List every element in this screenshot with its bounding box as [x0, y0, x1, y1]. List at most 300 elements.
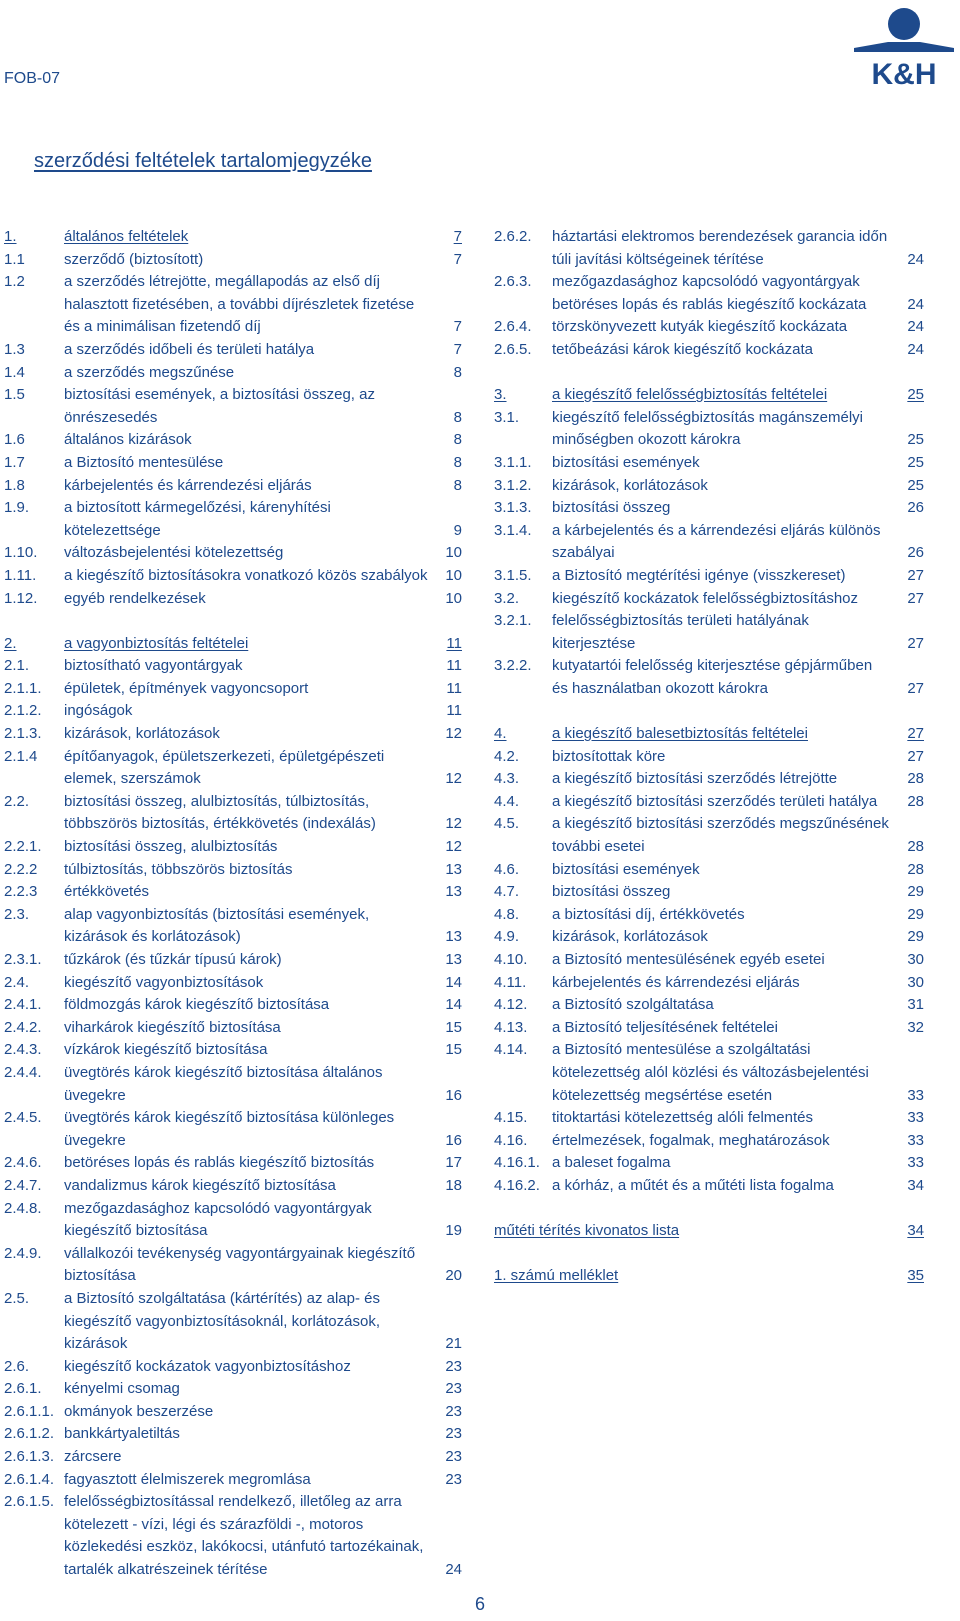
toc-entry-number: 3.1.5. [494, 566, 532, 584]
toc-entry-page: 7 [453, 340, 462, 358]
toc-entry-title: egyéb rendelkezések [64, 589, 206, 607]
toc-entry-page: 12 [445, 815, 462, 833]
toc-entry-number: 2.6.3. [494, 273, 532, 291]
toc-entry-page: 26 [907, 544, 924, 562]
toc-entry-page: 13 [445, 860, 462, 878]
toc-entry [494, 949, 924, 972]
toc-entry-title: kizárások, korlátozások [64, 725, 220, 743]
toc-entry-title: kutyatartói felelősség kiterjesztése gépjárműben és használatban okozott károkra [552, 657, 873, 697]
toc-entry-number: 2.4. [4, 973, 30, 991]
toc-entry-title: a biztosítási díj, értékkövetés [552, 905, 745, 923]
toc-entry-number: 3.2.1. [494, 612, 532, 630]
toc-entry-number: 2.3. [4, 905, 30, 923]
toc-entry-title: 1. számú melléklet [494, 1267, 619, 1285]
toc-entry [4, 1469, 462, 1492]
toc-entry-page: 25 [907, 453, 924, 471]
toc-entry-page: 25 [907, 386, 924, 404]
toc-entry [4, 1198, 462, 1243]
toc-entry-number: 2.6.1. [4, 1380, 42, 1398]
toc-entry-title: tetőbeázási károk kiegészítő kockázata [552, 340, 813, 358]
toc-entry-number: 2.4.1. [4, 996, 42, 1014]
toc-entry-page: 13 [445, 883, 462, 901]
page-number: 6 [474, 1594, 485, 1614]
toc-entry-number: 2. [4, 634, 17, 652]
toc-entry-number: 2.6.1.4. [4, 1470, 55, 1488]
toc-entry-page: 28 [907, 792, 924, 810]
toc-entry-page: 34 [907, 1176, 924, 1194]
toc-entry-page: 34 [907, 1222, 924, 1240]
toc-entry-page: 24 [445, 1561, 462, 1579]
toc-entry-title: a Biztosító mentesülése a szolgáltatási kötelezettség alól közlési és változásbejelentési kötelezettség megsértése esetén [552, 1041, 869, 1104]
toc-entry-page: 7 [453, 318, 462, 336]
toc-section-heading [494, 384, 924, 407]
toc-entry-number: 4. [494, 725, 507, 743]
toc-entry [4, 497, 462, 542]
toc-entry-title: a kiegészítő biztosítási szerződés megszűnésének további esetei [552, 815, 889, 856]
toc-entry-page: 19 [445, 1222, 462, 1240]
toc-entry-number: 1.11. [4, 566, 37, 584]
toc-entry [4, 1062, 462, 1107]
toc-entry-title: általános kizárások [64, 431, 192, 449]
toc-entry-page: 10 [445, 544, 462, 562]
toc-entry-number: 1.5 [4, 386, 25, 404]
toc-entry-number: 2.5. [4, 1289, 30, 1307]
toc-entry [494, 881, 924, 904]
toc-entry-page: 30 [907, 951, 924, 968]
toc-entry-title: a Biztosító mentesülésének egyéb esetei [552, 951, 825, 968]
toc-entry-title: a baleset fogalma [552, 1154, 671, 1172]
toc-entry [4, 678, 462, 701]
toc-entry-page: 28 [907, 838, 924, 856]
toc-entry-page: 33 [907, 1086, 924, 1104]
toc-entry-number: 1.3 [4, 340, 25, 358]
toc-entry-page: 7 [453, 228, 462, 245]
toc-entry-number: 1.6 [4, 431, 25, 449]
toc-section-heading [494, 1265, 924, 1288]
toc-entry-title: üvegtörés károk kiegészítő biztosítása különleges üvegekre [64, 1109, 395, 1149]
toc-entry [4, 881, 462, 904]
toc-entry-number: 1.2 [4, 273, 25, 291]
toc-entry-number: 4.16.1. [494, 1154, 540, 1172]
toc-entry-number: 1.8 [4, 476, 25, 494]
toc-entry-number: 4.16.2. [494, 1176, 540, 1194]
toc-entry-page: 8 [453, 453, 462, 471]
toc-entry-title: biztosítási összeg, alulbiztosítás [64, 838, 278, 856]
toc-entry-page: 14 [445, 996, 462, 1014]
toc-entry-number: 4.3. [494, 770, 520, 788]
toc-entry-title: általános feltételek [64, 228, 189, 245]
toc-entry-page: 15 [445, 1041, 462, 1059]
toc-entry-page: 11 [446, 634, 462, 652]
toc-entry-number: 4.14. [494, 1041, 528, 1059]
toc-entry-page: 32 [907, 1018, 924, 1036]
toc-entry-number: 3.1. [494, 408, 520, 426]
toc-entry-number: 1.10. [4, 544, 38, 562]
toc-entry-page: 8 [453, 363, 462, 381]
toc-entry-number: 2.6. [4, 1357, 30, 1375]
toc-entry-title: biztosítható vagyontárgyak [64, 657, 243, 675]
toc-entry-page: 16 [445, 1086, 462, 1104]
toc-entry [494, 926, 924, 949]
toc-entry-title: túlbiztosítás, többszörös biztosítás [64, 860, 293, 878]
toc-entry [494, 475, 924, 498]
toc-entry-page: 33 [907, 1154, 924, 1172]
toc-entry-title: bankkártyaletiltás [64, 1425, 180, 1443]
toc-entry-number: 3.2.2. [494, 657, 532, 675]
toc-entry-number: 4.9. [494, 928, 520, 946]
toc-entry-page: 13 [445, 951, 462, 968]
toc-entry [494, 1152, 924, 1175]
toc-entry-number: 4.8. [494, 905, 520, 923]
toc-entry [4, 791, 462, 836]
toc-entry-number: 3.1.3. [494, 499, 532, 517]
toc-entry [4, 452, 462, 475]
toc-entry-title: betöréses lopás és rablás kiegészítő biztosítás [64, 1154, 375, 1172]
toc-entry-number: 2.1.1. [4, 679, 42, 697]
toc-entry-number: 2.2.1. [4, 838, 42, 856]
toc-entry-page: 24 [907, 318, 924, 336]
toc-entry-title: a kiegészítő biztosításokra vonatkozó közös szabályok [64, 566, 428, 584]
toc-entry [4, 542, 462, 565]
toc-entry-title: építőanyagok, épületszerkezeti, épületgépészeti elemek, szerszámok [64, 747, 385, 788]
toc-entry [494, 1017, 924, 1040]
toc-entry-title: vállalkozói tevékenység vagyontárgyainak kiegészítő biztosítása [64, 1244, 416, 1285]
toc-entry-page: 28 [907, 860, 924, 878]
toc-entry-title: biztosítási összeg [552, 883, 671, 901]
toc-entry-title: tűzkárok (és tűzkár típusú károk) [64, 951, 282, 968]
toc-entry-page: 27 [907, 566, 924, 584]
toc-entry [4, 249, 462, 272]
toc-entry [494, 565, 924, 588]
toc-entry [494, 610, 924, 655]
toc-entry-title: földmozgás károk kiegészítő biztosítása [64, 996, 330, 1014]
toc-entry-number: 4.11. [494, 973, 527, 991]
toc-entry [4, 1152, 462, 1175]
toc-entry [4, 475, 462, 498]
toc-entry-number: 4.7. [494, 883, 520, 901]
toc-entry-page: 14 [445, 973, 462, 991]
toc-entry-title: viharkárok kiegészítő biztosítása [64, 1018, 281, 1036]
toc-entry [4, 746, 462, 791]
toc-entry-page: 8 [453, 476, 462, 494]
toc-entry-title: kiegészítő kockázatok felelősségbiztosításhoz [552, 589, 858, 607]
toc-entry [4, 700, 462, 723]
toc-entry-number: 1.7 [4, 453, 25, 471]
toc-entry-page: 27 [907, 679, 924, 697]
toc-entry-title: biztosítási összeg, alulbiztosítás, túlbiztosítás, többszörös biztosítás, értékkövetés (indexálás) [64, 792, 376, 833]
toc-entry-page: 12 [445, 725, 462, 743]
toc-entry-page: 18 [445, 1176, 462, 1194]
toc-entry-number: 2.6.2. [494, 228, 532, 245]
toc-entry [4, 271, 462, 339]
toc-entry-title: felelősségbiztosítással rendelkező, illetőleg az arra kötelezett - vízi, légi és szárazföldi -, motoros közlekedési eszköz, lakókocsi, utánfutó tartozékainak, tartalék alkatrészeinek térítése [64, 1493, 424, 1579]
toc-entry-number: 1. [4, 228, 17, 245]
toc-entry [494, 859, 924, 882]
toc-entry-number: 2.4.5. [4, 1109, 42, 1127]
toc-entry [4, 655, 462, 678]
toc-entry [4, 1378, 462, 1401]
toc-entry-title: szerződő (biztosított) [64, 250, 204, 268]
toc-entry-page: 31 [907, 996, 924, 1014]
toc-entry [4, 949, 462, 972]
toc-entry [494, 746, 924, 769]
toc-section-heading [494, 723, 924, 746]
toc-entry [494, 452, 924, 475]
toc-entry-number: 2.6.4. [494, 318, 532, 336]
toc-entry-title: a kárbejelentés és a kárrendezési eljárás különös szabályai [552, 521, 881, 562]
toc-entry-page: 11 [446, 657, 462, 675]
toc-entry-title: változásbejelentési kötelezettség [64, 544, 284, 562]
logo-text: K&H [871, 58, 937, 88]
toc-entry-number: 2.4.7. [4, 1176, 42, 1194]
toc-entry-page: 23 [445, 1357, 462, 1375]
toc-entry-title: a kórház, a műtét és a műtéti lista fogalma [552, 1176, 834, 1194]
toc-entry [494, 316, 924, 339]
toc-right-column [494, 226, 924, 1288]
toc-entry-page: 33 [907, 1109, 924, 1127]
toc-entry-title: értékkövetés [64, 883, 150, 901]
toc-entry-number: 4.12. [494, 996, 528, 1014]
toc-entry-page: 24 [907, 295, 924, 313]
toc-entry-page: 33 [907, 1131, 924, 1149]
toc-entry-number: 2.1.3. [4, 725, 42, 743]
toc-entry [494, 407, 924, 452]
toc-entry [4, 1401, 462, 1424]
toc-entry-title: vandalizmus károk kiegészítő biztosítása [64, 1176, 336, 1194]
toc-entry-number: 2.6.1.1. [4, 1402, 55, 1420]
toc-entry [4, 904, 462, 949]
toc-entry-title: kiegészítő kockázatok vagyonbiztosításhoz [64, 1357, 351, 1375]
toc-entry-number: 2.6.1.5. [4, 1493, 55, 1511]
toc-entry [494, 655, 924, 700]
toc-entry [494, 1039, 924, 1107]
toc-entry-title: titoktartási kötelezettség alóli felmentés [552, 1109, 813, 1127]
toc-entry-title: a biztosított kármegelőzési, kárenyhítési kötelezettsége [64, 499, 331, 539]
toc-entry-page: 21 [445, 1335, 462, 1353]
toc-entry-title: biztosítási események [552, 453, 700, 471]
toc-entry-page: 17 [445, 1154, 462, 1172]
toc-entry-title: kárbejelentés és kárrendezési eljárás [64, 476, 312, 494]
toc-entry [4, 1423, 462, 1446]
toc-entry-page: 28 [907, 770, 924, 788]
toc-entry-title: mezőgazdasághoz kapcsolódó vagyontárgyak betöréses lopás és rablás kiegészítő kockázata [552, 273, 867, 313]
toc-entry-number: 3. [494, 386, 507, 404]
toc-entry [494, 994, 924, 1017]
toc-entry-number: 4.15. [494, 1109, 528, 1127]
toc-left-column [4, 226, 462, 1582]
toc-entry [4, 1175, 462, 1198]
toc-entry-number: 2.1.2. [4, 702, 42, 720]
toc-entry [4, 1107, 462, 1152]
toc-entry-title: biztosítási események, a biztosítási összeg, az önrészesedés [64, 386, 375, 426]
toc-entry-page: 12 [445, 770, 462, 788]
toc-entry-page: 30 [907, 973, 924, 991]
toc-entry-number: 2.3.1. [4, 951, 42, 968]
toc-entry-number: 2.4.2. [4, 1018, 42, 1036]
toc-entry-title: háztartási elektromos berendezések garancia időn túli javítási költségeinek térítése [552, 228, 888, 268]
toc-entry-page: 27 [907, 634, 924, 652]
toc-entry-page: 26 [907, 499, 924, 517]
toc-entry-page: 35 [907, 1267, 924, 1285]
toc-entry-title: vízkárok kiegészítő biztosítása [64, 1041, 268, 1059]
toc-entry-number: 1.9. [4, 499, 30, 517]
toc-entry-title: a kiegészítő balesetbiztosítás feltételei [552, 725, 808, 743]
toc-entry-number: 2.4.9. [4, 1244, 42, 1262]
toc-entry-page: 27 [907, 725, 924, 743]
toc-entry [4, 1039, 462, 1062]
toc-section-heading [4, 226, 462, 249]
toc-entry-page: 25 [907, 431, 924, 449]
toc-entry-number: 2.4.4. [4, 1063, 42, 1081]
toc-entry-number: 4.6. [494, 860, 520, 878]
toc-entry-page: 29 [907, 883, 924, 901]
toc-entry-title: mezőgazdasághoz kapcsolódó vagyontárgyak kiegészítő biztosítása [64, 1199, 372, 1240]
toc-entry-number: 4.10. [494, 951, 528, 968]
toc-entry-title: a Biztosító teljesítésének feltételei [552, 1018, 778, 1036]
toc-entry [494, 813, 924, 858]
toc-entry-title: kiegészítő vagyonbiztosítások [64, 973, 264, 991]
toc-entry-title: a kiegészítő biztosítási szerződés létrejötte [552, 770, 838, 788]
toc-entry-page: 12 [445, 838, 462, 856]
toc-entry-page: 13 [445, 928, 462, 946]
toc-entry-number: 4.4. [494, 792, 520, 810]
toc-entry [4, 1243, 462, 1288]
kh-logo [852, 4, 956, 88]
toc-entry-title: műtéti térítés kivonatos lista [494, 1222, 680, 1240]
toc-entry [4, 972, 462, 995]
toc-section-heading [4, 633, 462, 656]
toc-entry-number: 2.1. [4, 657, 30, 675]
toc-entry [4, 565, 462, 588]
toc-entry [494, 497, 924, 520]
toc-entry-title: biztosítási összeg [552, 499, 671, 517]
toc-entry [4, 339, 462, 362]
toc-entry [4, 588, 462, 611]
toc-entry [4, 1017, 462, 1040]
toc-entry [4, 723, 462, 746]
toc-entry [4, 1446, 462, 1469]
toc-entry-number: 2.2. [4, 792, 30, 810]
toc-entry [4, 1356, 462, 1379]
toc-entry-page: 16 [445, 1131, 462, 1149]
toc-entry-title: biztosítási események [552, 860, 700, 878]
toc-entry-title: kizárások, korlátozások [552, 928, 708, 946]
toc-entry-number: 3.1.1. [494, 453, 532, 471]
toc-entry-number: 1.4 [4, 363, 25, 381]
toc-entry-page: 11 [446, 702, 462, 720]
toc-entry-page: 29 [907, 905, 924, 923]
toc-entry-page: 27 [907, 747, 924, 765]
toc-entry-number: 2.6.5. [494, 340, 532, 358]
toc-entry-page: 23 [445, 1402, 462, 1420]
toc-entry-page: 10 [445, 566, 462, 584]
toc-entry-page: 7 [453, 250, 462, 268]
toc-entry [4, 836, 462, 859]
toc-entry-title: okmányok beszerzése [64, 1402, 214, 1420]
toc-entry-title: kizárások, korlátozások [552, 476, 708, 494]
toc-entry-title: a Biztosító szolgáltatása [552, 996, 714, 1014]
toc-entry [4, 994, 462, 1017]
toc-entry-page: 20 [445, 1267, 462, 1285]
toc-entry-title: zárcsere [64, 1448, 122, 1466]
toc-entry-number: 1.12. [4, 589, 38, 607]
toc-entry-title: épületek, építmények vagyoncsoport [64, 679, 309, 697]
toc-entry-page: 10 [445, 589, 462, 607]
toc-entry-page: 23 [445, 1470, 462, 1488]
toc-entry-page: 23 [445, 1448, 462, 1466]
document-code: FOB-07 [4, 70, 61, 87]
toc-entry-number: 2.4.8. [4, 1199, 42, 1217]
toc-entry-page: 9 [453, 521, 462, 539]
toc-entry-title: kiegészítő felelősségbiztosítás magánszemélyi minőségben okozott károkra [552, 408, 863, 449]
toc-entry [494, 1175, 924, 1198]
toc-entry [494, 904, 924, 927]
toc-section-heading [494, 1220, 924, 1243]
toc-entry-number: 4.16. [494, 1131, 528, 1149]
toc-entry-title: a kiegészítő felelősségbiztosítás feltételei [552, 386, 828, 404]
toc-entry-title: fagyasztott élelmiszerek megromlása [64, 1470, 311, 1488]
toc-entry [4, 429, 462, 452]
toc-entry-page: 8 [453, 408, 462, 426]
toc-entry-title: a Biztosító szolgáltatása (kártérítés) az alap- és kiegészítő vagyonbiztosításoknál, korlátozások, kizárások [64, 1289, 381, 1353]
toc-entry-page: 24 [907, 250, 924, 268]
toc-entry-title: a vagyonbiztosítás feltételei [64, 634, 249, 652]
toc-entry-page: 29 [907, 928, 924, 946]
toc-entry [494, 1107, 924, 1130]
toc-entry [494, 520, 924, 565]
toc-entry-title: értelmezések, fogalmak, meghatározások [552, 1131, 830, 1149]
toc-entry [4, 362, 462, 385]
toc-entry-page: 27 [907, 589, 924, 607]
toc-entry-number: 4.13. [494, 1018, 528, 1036]
toc-entry-page: 8 [453, 431, 462, 449]
toc-entry [494, 339, 924, 362]
toc-entry-title: kárbejelentés és kárrendezési eljárás [552, 973, 800, 991]
toc-entry-title: a szerződés időbeli és területi hatálya [64, 340, 315, 358]
toc-entry-page: 25 [907, 476, 924, 494]
toc-entry-page: 23 [445, 1425, 462, 1443]
toc-entry [494, 1130, 924, 1153]
toc-entry-title: a Biztosító mentesülése [64, 453, 224, 471]
toc-entry-number: 2.1.4 [4, 747, 38, 765]
toc-entry-number: 3.1.4. [494, 521, 532, 539]
page-title: szerződési feltételek tartalomjegyzéke [34, 150, 372, 172]
toc-entry [494, 588, 924, 611]
toc-entry-number: 2.6.1.2. [4, 1425, 55, 1443]
toc-entry [494, 791, 924, 814]
toc-entry-title: a kiegészítő biztosítási szerződés területi hatálya [552, 792, 878, 810]
toc-entry-title: üvegtörés károk kiegészítő biztosítása általános üvegekre [64, 1063, 383, 1104]
toc-entry [494, 768, 924, 791]
toc-entry [494, 972, 924, 995]
toc-entry-number: 2.4.3. [4, 1041, 42, 1059]
toc-entry-number: 2.6.1.3. [4, 1448, 55, 1466]
toc-entry-title: a szerződés létrejötte, megállapodás az első díj halasztott fizetésében, a további díjrészletek fizetése és a minimálisan fizetendő díj [64, 273, 415, 336]
toc-entry-title: a szerződés megszűnése [64, 363, 235, 381]
toc-entry-title: a Biztosító megtérítési igénye (visszkereset) [552, 566, 846, 584]
toc-entry-title: törzskönyvezett kutyák kiegészítő kockázata [552, 318, 848, 336]
toc-entry-page: 24 [907, 340, 924, 358]
toc-entry-number: 4.5. [494, 815, 520, 833]
toc-entry-title: alap vagyonbiztosítás (biztosítási események, kizárások és korlátozások) [64, 905, 370, 946]
toc-entry-number: 2.4.6. [4, 1154, 42, 1172]
toc-entry [4, 859, 462, 882]
toc-entry-number: 1.1 [4, 250, 25, 268]
toc-entry-page: 23 [445, 1380, 462, 1398]
toc-entry-number: 3.2. [494, 589, 520, 607]
toc-entry-page: 15 [445, 1018, 462, 1036]
toc-entry [494, 271, 924, 316]
